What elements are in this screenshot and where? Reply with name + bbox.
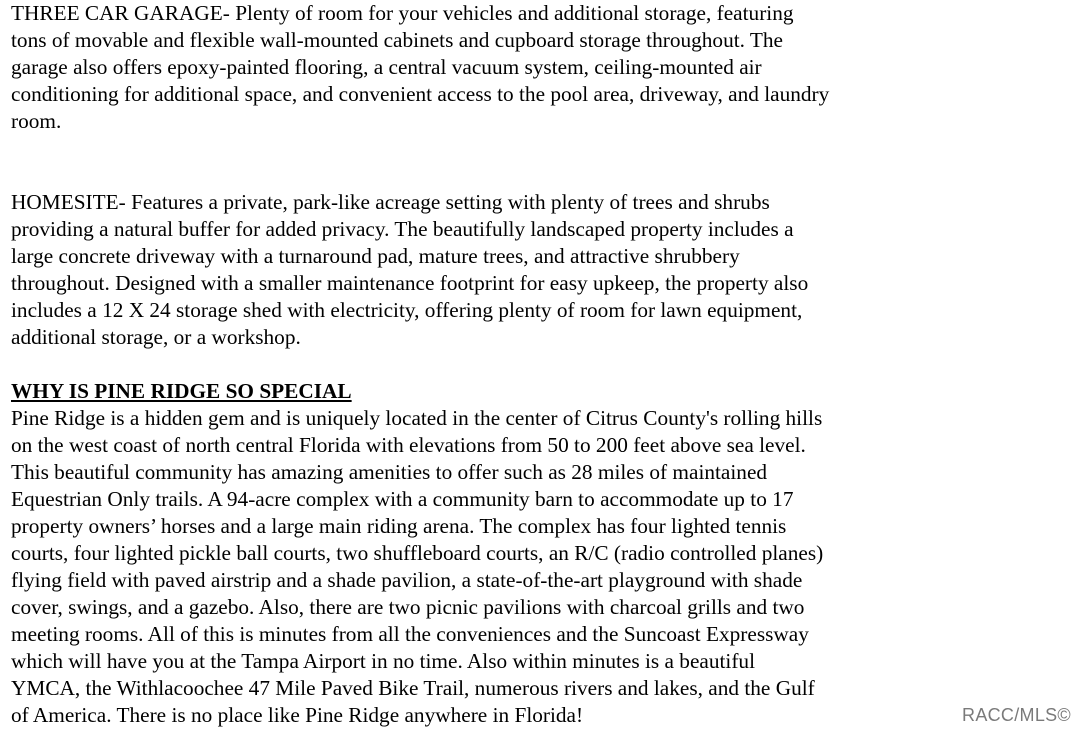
pine-ridge-paragraph: Pine Ridge is a hidden gem and is uniquely located in the center of Citrus County's rolling hills on the west coast of north central Florida with elevations from 50 to 200 feet above sea level. This beautiful community has amazing amenities to offer such as 28 miles of maintained Equestrian Only trails. A 94-acre complex with a community barn to accommodate up to 17 property owners’ horses and a large main riding arena. The complex has four lighted tennis courts, four lighted pickle ball courts, two shuffleboard courts, an R/C (radio controlled planes) flying field with paved airstrip and a shade pavilion, a state-of-the-art playground with shade cover, swings, and a gazebo. Also, there are two picnic pavilions with charcoal grills and two meeting rooms. All of this is minutes from all the conveniences and the Suncoast Expressway which will have you at the Tampa Airport in no time. Also within minutes is a beautiful YMCA, the Withlacoochee 47 Mile Paved Bike Trail, numerous rivers and lakes, and the Gulf of America. There is no place like Pine Ridge anywhere in Florida!: [11, 406, 824, 727]
garage-paragraph: THREE CAR GARAGE- Plenty of room for your vehicles and additional storage, featuring tons of movable and flexible wall-mounted cabinets and cupboard storage throughout. The garage also offers epoxy-painted flooring, a central vacuum system, ceiling-mounted air conditioning for additional space, and convenient access to the pool area, driveway, and laundry room.: [11, 1, 830, 133]
paragraph-spacer: [11, 135, 921, 189]
paragraph-spacer: [11, 351, 921, 378]
homesite-paragraph: HOMESITE- Features a private, park-like acreage setting with plenty of trees and shrubs providing a natural buffer for added privacy. The beautifully landscaped property includes a large concrete driveway with a turnaround pad, mature trees, and attractive shrubbery throughout. Designed with a smaller maintenance footprint for easy upkeep, the property also includes a 12 X 24 storage shed with electricity, offering plenty of room for lawn equipment, additional storage, or a workshop.: [11, 190, 809, 349]
section-heading: WHY IS PINE RIDGE SO SPECIAL: [11, 379, 352, 403]
document-body: [11, 0, 921, 729]
mls-watermark: RACC/MLS©: [962, 705, 1071, 725]
